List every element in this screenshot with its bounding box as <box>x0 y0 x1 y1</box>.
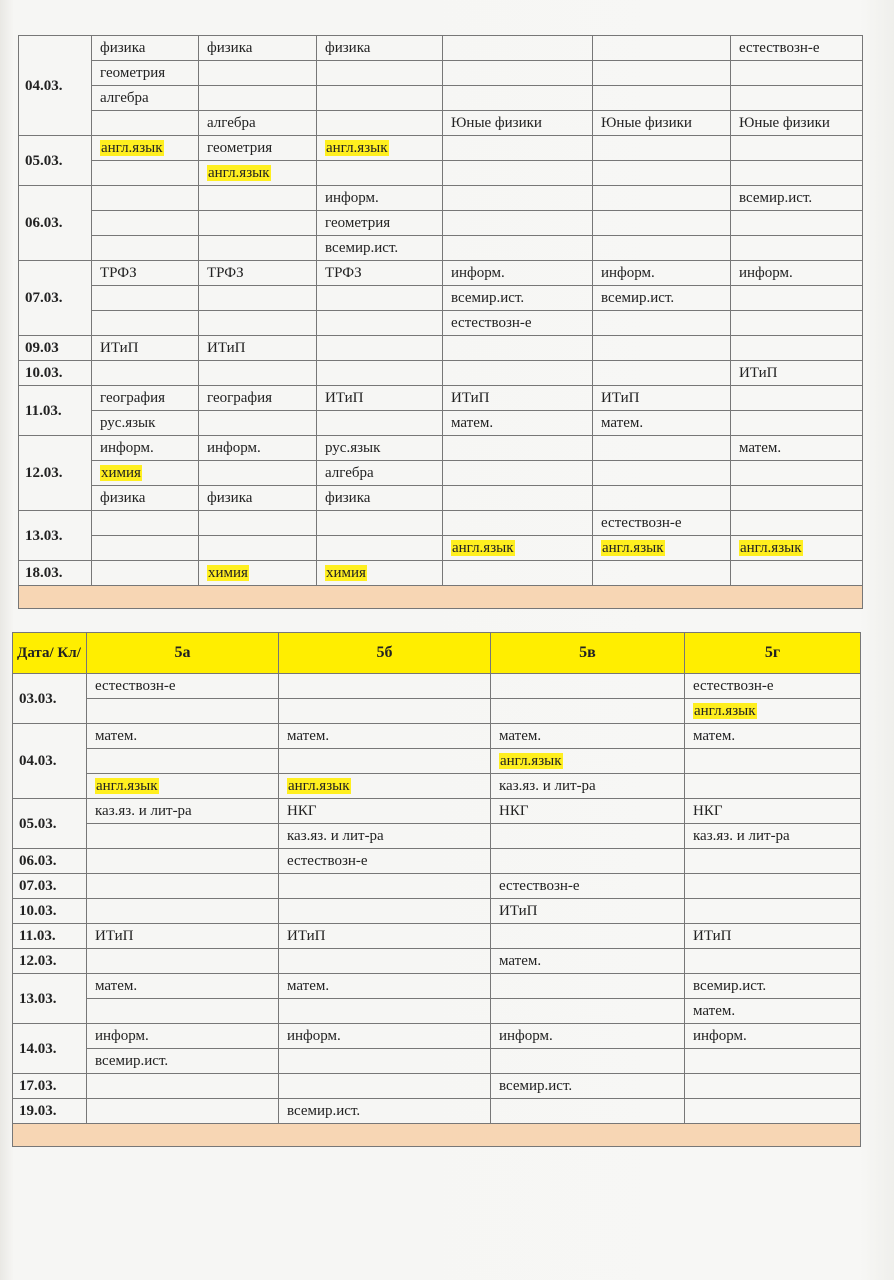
lesson-cell: ИТиП <box>593 386 731 411</box>
lesson-cell <box>279 699 491 724</box>
highlighted-lesson: англ.язык <box>694 703 756 719</box>
lesson-cell <box>731 211 863 236</box>
footer-band <box>19 586 863 609</box>
date-cell: 07.03. <box>13 874 87 899</box>
table-row <box>19 561 863 586</box>
table-row <box>13 749 861 774</box>
lesson-cell <box>279 1074 491 1099</box>
lesson-cell: рус.язык <box>317 436 443 461</box>
lesson-cell <box>685 899 861 924</box>
lesson-cell <box>92 461 199 486</box>
date-cell: 12.03. <box>13 949 87 974</box>
lesson-cell: ИТиП <box>731 361 863 386</box>
lesson-cell <box>731 236 863 261</box>
lesson-cell: всемир.ист. <box>87 1049 279 1074</box>
lesson-cell: ТРФЗ <box>317 261 443 286</box>
lesson-cell <box>199 211 317 236</box>
table-row <box>19 111 863 136</box>
lesson-cell <box>731 411 863 436</box>
lesson-cell: каз.яз. и лит-ра <box>279 824 491 849</box>
lesson-cell <box>443 236 593 261</box>
lesson-cell <box>199 186 317 211</box>
lesson-cell <box>87 749 279 774</box>
lesson-cell <box>443 536 593 561</box>
lesson-cell: матем. <box>731 436 863 461</box>
lesson-cell <box>731 486 863 511</box>
table-row <box>19 36 863 61</box>
table-row <box>19 86 863 111</box>
table-row <box>19 261 863 286</box>
lesson-cell: Юные физики <box>443 111 593 136</box>
highlighted-lesson: англ.язык <box>452 540 514 556</box>
table-footer-row <box>19 586 863 609</box>
lesson-cell <box>87 1099 279 1124</box>
table-row <box>13 724 861 749</box>
lesson-cell: каз.яз. и лит-ра <box>685 824 861 849</box>
table-row <box>19 536 863 561</box>
highlighted-lesson: англ.язык <box>208 165 270 181</box>
lesson-cell <box>491 1049 685 1074</box>
table-footer-row <box>13 1124 861 1147</box>
table-row <box>19 461 863 486</box>
table-row <box>19 161 863 186</box>
lesson-cell: ТРФЗ <box>92 261 199 286</box>
lesson-cell <box>593 161 731 186</box>
lesson-cell <box>491 749 685 774</box>
header-date-class: Дата/ Кл/ <box>13 633 87 674</box>
lesson-cell <box>593 311 731 336</box>
table-row <box>13 1024 861 1049</box>
lesson-cell <box>731 311 863 336</box>
lesson-cell: ИТиП <box>279 924 491 949</box>
lesson-cell <box>593 186 731 211</box>
lesson-cell <box>317 161 443 186</box>
date-cell: 09.03 <box>19 336 92 361</box>
lesson-cell <box>443 436 593 461</box>
date-cell: 04.03. <box>13 724 87 799</box>
lesson-cell <box>92 311 199 336</box>
lesson-cell: ИТиП <box>685 924 861 949</box>
date-cell: 13.03. <box>13 974 87 1024</box>
header-class-5g: 5г <box>685 633 861 674</box>
highlighted-lesson: англ.язык <box>740 540 802 556</box>
lesson-cell <box>199 411 317 436</box>
table-row <box>13 1074 861 1099</box>
lesson-cell <box>279 999 491 1024</box>
lesson-cell <box>199 286 317 311</box>
lesson-cell: информ. <box>593 261 731 286</box>
lesson-cell: геометрия <box>317 211 443 236</box>
lesson-cell <box>593 561 731 586</box>
lesson-cell <box>87 949 279 974</box>
lesson-cell <box>593 486 731 511</box>
lesson-cell: ИТиП <box>199 336 317 361</box>
lesson-cell <box>199 86 317 111</box>
lesson-cell <box>279 899 491 924</box>
table-row <box>19 286 863 311</box>
header-row <box>13 633 861 674</box>
lesson-cell <box>443 561 593 586</box>
lesson-cell <box>199 161 317 186</box>
lesson-cell <box>443 86 593 111</box>
lesson-cell <box>317 411 443 436</box>
date-cell: 18.03. <box>19 561 92 586</box>
lesson-cell <box>317 286 443 311</box>
lesson-cell: матем. <box>279 724 491 749</box>
date-cell: 04.03. <box>19 36 92 136</box>
lesson-cell: всемир.ист. <box>491 1074 685 1099</box>
table-row <box>13 924 861 949</box>
table-row <box>13 699 861 724</box>
lesson-cell <box>443 511 593 536</box>
lesson-cell <box>92 536 199 561</box>
table-row <box>13 674 861 699</box>
table-row <box>19 311 863 336</box>
lesson-cell <box>92 161 199 186</box>
lesson-cell <box>279 1049 491 1074</box>
lesson-cell: физика <box>317 486 443 511</box>
lesson-cell <box>593 536 731 561</box>
lesson-cell <box>685 699 861 724</box>
lesson-cell: НКГ <box>279 799 491 824</box>
lesson-cell: информ. <box>87 1024 279 1049</box>
lesson-cell <box>731 386 863 411</box>
lesson-cell <box>92 136 199 161</box>
table-row <box>19 186 863 211</box>
highlighted-lesson: химия <box>326 565 366 581</box>
lesson-cell: матем. <box>279 974 491 999</box>
date-cell: 13.03. <box>19 511 92 561</box>
lesson-cell <box>279 674 491 699</box>
lesson-cell: ИТиП <box>317 386 443 411</box>
lesson-cell: ИТиП <box>491 899 685 924</box>
lesson-cell <box>593 36 731 61</box>
lesson-cell <box>92 361 199 386</box>
lesson-cell: естествозн-е <box>593 511 731 536</box>
lesson-cell <box>92 111 199 136</box>
lesson-cell: матем. <box>491 949 685 974</box>
lesson-cell: матем. <box>685 999 861 1024</box>
lesson-cell: естествозн-е <box>685 674 861 699</box>
lesson-cell <box>87 999 279 1024</box>
lesson-cell <box>443 336 593 361</box>
table-row <box>19 436 863 461</box>
lesson-cell <box>491 849 685 874</box>
schedule-table-top <box>18 35 863 609</box>
lesson-cell: матем. <box>443 411 593 436</box>
lesson-cell <box>491 674 685 699</box>
lesson-cell <box>199 236 317 261</box>
lesson-cell: матем. <box>87 724 279 749</box>
lesson-cell <box>443 486 593 511</box>
lesson-cell: физика <box>199 36 317 61</box>
lesson-cell: физика <box>92 36 199 61</box>
lesson-cell <box>731 86 863 111</box>
lesson-cell: матем. <box>593 411 731 436</box>
highlighted-lesson: англ.язык <box>326 140 388 156</box>
highlighted-lesson: англ.язык <box>101 140 163 156</box>
table-row <box>13 974 861 999</box>
table-row <box>19 136 863 161</box>
lesson-cell <box>731 61 863 86</box>
lesson-cell <box>731 511 863 536</box>
lesson-cell <box>491 999 685 1024</box>
lesson-cell <box>317 536 443 561</box>
lesson-cell: информ. <box>317 186 443 211</box>
lesson-cell <box>92 511 199 536</box>
date-cell: 05.03. <box>19 136 92 186</box>
table-row <box>13 799 861 824</box>
lesson-cell <box>87 874 279 899</box>
lesson-cell: геометрия <box>92 61 199 86</box>
lesson-cell: физика <box>199 486 317 511</box>
lesson-cell: всемир.ист. <box>731 186 863 211</box>
lesson-cell: алгебра <box>317 461 443 486</box>
lesson-cell: ТРФЗ <box>199 261 317 286</box>
lesson-cell: естествозн-е <box>731 36 863 61</box>
highlighted-lesson: англ.язык <box>96 778 158 794</box>
lesson-cell: физика <box>317 36 443 61</box>
lesson-cell <box>685 774 861 799</box>
lesson-cell: НКГ <box>491 799 685 824</box>
lesson-cell <box>731 336 863 361</box>
lesson-cell: всемир.ист. <box>279 1099 491 1124</box>
lesson-cell <box>731 136 863 161</box>
lesson-cell <box>593 336 731 361</box>
table-row <box>19 336 863 361</box>
lesson-cell: естествозн-е <box>491 874 685 899</box>
highlighted-lesson: англ.язык <box>602 540 664 556</box>
lesson-cell <box>199 61 317 86</box>
lesson-cell: информ. <box>199 436 317 461</box>
lesson-cell <box>92 186 199 211</box>
date-cell: 10.03. <box>19 361 92 386</box>
lesson-cell <box>593 236 731 261</box>
lesson-cell: естествозн-е <box>279 849 491 874</box>
lesson-cell <box>92 211 199 236</box>
lesson-cell <box>443 461 593 486</box>
lesson-cell <box>87 899 279 924</box>
lesson-cell <box>443 161 593 186</box>
lesson-cell <box>199 311 317 336</box>
highlighted-lesson: химия <box>208 565 248 581</box>
date-cell: 03.03. <box>13 674 87 724</box>
lesson-cell: естествозн-е <box>87 674 279 699</box>
table-row <box>13 1049 861 1074</box>
lesson-cell <box>92 286 199 311</box>
lesson-cell: всемир.ист. <box>593 286 731 311</box>
lesson-cell: естествозн-е <box>443 311 593 336</box>
table-row <box>19 361 863 386</box>
lesson-cell: рус.язык <box>92 411 199 436</box>
lesson-cell: матем. <box>685 724 861 749</box>
header-class-5v: 5в <box>491 633 685 674</box>
table-row <box>19 61 863 86</box>
lesson-cell: всемир.ист. <box>317 236 443 261</box>
lesson-cell <box>199 461 317 486</box>
lesson-cell <box>731 461 863 486</box>
lesson-cell: всемир.ист. <box>685 974 861 999</box>
lesson-cell <box>317 111 443 136</box>
lesson-cell <box>685 1049 861 1074</box>
table-row <box>19 411 863 436</box>
table-row <box>13 874 861 899</box>
lesson-cell: НКГ <box>685 799 861 824</box>
schedule-table-grade5 <box>12 632 861 1147</box>
lesson-cell <box>443 186 593 211</box>
lesson-cell <box>279 949 491 974</box>
table-row <box>19 511 863 536</box>
lesson-cell <box>593 361 731 386</box>
date-cell: 05.03. <box>13 799 87 849</box>
lesson-cell <box>317 361 443 386</box>
lesson-cell <box>491 1099 685 1124</box>
lesson-cell <box>279 874 491 899</box>
header-class-5b: 5б <box>279 633 491 674</box>
table-row <box>19 386 863 411</box>
lesson-cell <box>731 536 863 561</box>
lesson-cell <box>593 61 731 86</box>
lesson-cell <box>491 699 685 724</box>
lesson-cell <box>685 849 861 874</box>
lesson-cell <box>443 36 593 61</box>
lesson-cell <box>685 1099 861 1124</box>
highlighted-lesson: химия <box>101 465 141 481</box>
date-cell: 10.03. <box>13 899 87 924</box>
lesson-cell <box>92 561 199 586</box>
lesson-cell <box>317 336 443 361</box>
lesson-cell <box>279 749 491 774</box>
lesson-cell: физика <box>92 486 199 511</box>
lesson-cell <box>731 286 863 311</box>
table-row <box>13 999 861 1024</box>
date-cell: 11.03. <box>13 924 87 949</box>
lesson-cell: ИТиП <box>87 924 279 949</box>
lesson-cell: Юные физики <box>731 111 863 136</box>
footer-band <box>13 1124 861 1147</box>
lesson-cell <box>731 161 863 186</box>
date-cell: 12.03. <box>19 436 92 511</box>
lesson-cell: информ. <box>491 1024 685 1049</box>
table-row <box>13 849 861 874</box>
lesson-cell: всемир.ист. <box>443 286 593 311</box>
lesson-cell <box>593 211 731 236</box>
lesson-cell <box>593 461 731 486</box>
lesson-cell: геометрия <box>199 136 317 161</box>
lesson-cell <box>87 824 279 849</box>
date-cell: 19.03. <box>13 1099 87 1124</box>
lesson-cell <box>279 774 491 799</box>
lesson-cell <box>317 86 443 111</box>
table-row <box>19 486 863 511</box>
date-cell: 11.03. <box>19 386 92 436</box>
lesson-cell <box>491 924 685 949</box>
table-row <box>13 899 861 924</box>
lesson-cell <box>87 849 279 874</box>
lesson-cell: информ. <box>685 1024 861 1049</box>
lesson-cell: матем. <box>491 724 685 749</box>
table-row <box>19 236 863 261</box>
lesson-cell <box>593 436 731 461</box>
lesson-cell <box>317 136 443 161</box>
lesson-cell <box>593 86 731 111</box>
lesson-cell <box>685 874 861 899</box>
lesson-cell <box>87 699 279 724</box>
lesson-cell <box>317 511 443 536</box>
lesson-cell: ИТиП <box>443 386 593 411</box>
lesson-cell: каз.яз. и лит-ра <box>491 774 685 799</box>
lesson-cell <box>92 236 199 261</box>
lesson-cell: матем. <box>87 974 279 999</box>
lesson-cell <box>593 136 731 161</box>
lesson-cell: информ. <box>92 436 199 461</box>
lesson-cell: география <box>199 386 317 411</box>
lesson-cell: алгебра <box>199 111 317 136</box>
table-row <box>19 211 863 236</box>
lesson-cell <box>87 774 279 799</box>
lesson-cell <box>731 561 863 586</box>
lesson-cell <box>87 1074 279 1099</box>
table-row <box>13 774 861 799</box>
lesson-cell: алгебра <box>92 86 199 111</box>
lesson-cell <box>443 361 593 386</box>
lesson-cell: информ. <box>731 261 863 286</box>
lesson-cell: ИТиП <box>92 336 199 361</box>
lesson-cell: Юные физики <box>593 111 731 136</box>
highlighted-lesson: англ.язык <box>500 753 562 769</box>
date-cell: 07.03. <box>19 261 92 336</box>
header-class-5a: 5а <box>87 633 279 674</box>
table-row <box>13 1099 861 1124</box>
lesson-cell <box>199 361 317 386</box>
lesson-cell <box>317 61 443 86</box>
lesson-cell <box>685 949 861 974</box>
lesson-cell: география <box>92 386 199 411</box>
lesson-cell <box>491 974 685 999</box>
date-cell: 14.03. <box>13 1024 87 1074</box>
lesson-cell <box>443 61 593 86</box>
lesson-cell <box>199 511 317 536</box>
lesson-cell: каз.яз. и лит-ра <box>87 799 279 824</box>
lesson-cell <box>317 311 443 336</box>
lesson-cell <box>199 561 317 586</box>
date-cell: 17.03. <box>13 1074 87 1099</box>
date-cell: 06.03. <box>13 849 87 874</box>
highlighted-lesson: англ.язык <box>288 778 350 794</box>
lesson-cell: информ. <box>443 261 593 286</box>
table-row <box>13 824 861 849</box>
date-cell: 06.03. <box>19 186 92 261</box>
lesson-cell <box>685 749 861 774</box>
lesson-cell <box>443 211 593 236</box>
lesson-cell <box>685 1074 861 1099</box>
lesson-cell <box>199 536 317 561</box>
lesson-cell: информ. <box>279 1024 491 1049</box>
lesson-cell <box>491 824 685 849</box>
table-row <box>13 949 861 974</box>
lesson-cell <box>443 136 593 161</box>
lesson-cell <box>317 561 443 586</box>
